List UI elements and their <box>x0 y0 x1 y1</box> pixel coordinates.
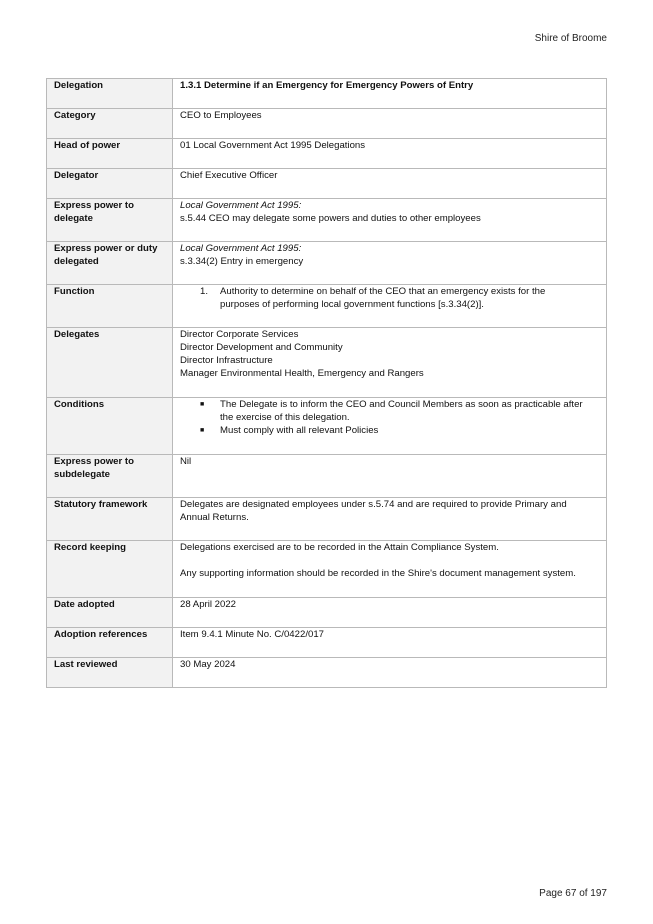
act-section: s.3.34(2) Entry in emergency <box>180 256 304 267</box>
value-function <box>173 285 607 328</box>
row-conditions <box>47 398 607 455</box>
label-conditions: Conditions <box>47 398 173 455</box>
label-record-keeping: Record keeping <box>47 541 173 598</box>
paragraph: Any supporting information should be recorded in the Shire's document management system. <box>180 568 576 579</box>
row-express-power-subdelegate <box>47 455 607 498</box>
label-line: delegated <box>54 256 99 267</box>
row-delegates <box>47 328 607 398</box>
act-section: s.5.44 CEO may delegate some powers and duties to other employees <box>180 213 481 224</box>
value-last-reviewed: 30 May 2024 <box>173 658 607 688</box>
label-date-adopted: Date adopted <box>47 598 173 628</box>
item-text <box>220 285 599 311</box>
label-express-power-delegated <box>47 242 173 285</box>
label-statutory-framework: Statutory framework <box>47 498 173 541</box>
label-line: Express power to <box>54 200 134 211</box>
value-head-of-power: 01 Local Government Act 1995 Delegations <box>173 139 607 169</box>
row-statutory-framework <box>47 498 607 541</box>
delegate-item: Director Infrastructure <box>180 355 273 366</box>
label-delegator: Delegator <box>47 169 173 199</box>
label-last-reviewed: Last reviewed <box>47 658 173 688</box>
value-express-power-to-delegate <box>173 199 607 242</box>
value-delegation: 1.3.1 Determine if an Emergency for Emergency Powers of Entry <box>173 79 607 109</box>
condition-item <box>200 398 599 424</box>
value-delegates <box>173 328 607 398</box>
page-number: Page 67 of 197 <box>539 888 607 899</box>
numbered-item <box>200 285 599 311</box>
item-text-line: purposes of performing local government functions [s.3.34(2)]. <box>220 299 484 310</box>
row-category <box>47 109 607 139</box>
condition-text: Must comply with all relevant Policies <box>220 425 379 436</box>
item-number: 1. <box>200 286 209 297</box>
delegation-table <box>46 78 607 688</box>
value-statutory-framework <box>173 498 607 541</box>
row-delegation <box>47 79 607 109</box>
label-express-power-subdelegate <box>47 455 173 498</box>
label-line: delegate <box>54 213 93 224</box>
value-express-power-subdelegate: Nil <box>173 455 607 498</box>
label-line: subdelegate <box>54 469 110 480</box>
label-head-of-power: Head of power <box>47 139 173 169</box>
label-delegates: Delegates <box>47 328 173 398</box>
row-express-power-to-delegate <box>47 199 607 242</box>
value-delegator: Chief Executive Officer <box>173 169 607 199</box>
paragraph-gap <box>180 554 599 567</box>
condition-text-line: The Delegate is to inform the CEO and Council Members as soon as practicable after <box>220 399 583 410</box>
square-bullet-icon: ■ <box>200 401 205 408</box>
condition-text <box>220 398 599 424</box>
condition-text-line: the exercise of this delegation. <box>220 412 350 423</box>
value-category: CEO to Employees <box>173 109 607 139</box>
row-adoption-references <box>47 628 607 658</box>
document-header-organisation: Shire of Broome <box>534 33 607 44</box>
row-delegator <box>47 169 607 199</box>
value-express-power-delegated <box>173 242 607 285</box>
value-record-keeping <box>173 541 607 598</box>
row-record-keeping <box>47 541 607 598</box>
label-delegation: Delegation <box>47 79 173 109</box>
row-function <box>47 285 607 328</box>
row-express-power-delegated <box>47 242 607 285</box>
square-bullet-icon: ■ <box>200 427 205 434</box>
text-line: Annual Returns. <box>180 512 249 523</box>
row-head-of-power <box>47 139 607 169</box>
label-adoption-references: Adoption references <box>47 628 173 658</box>
label-line: Express power to <box>54 456 134 467</box>
act-name: Local Government Act 1995: <box>180 200 302 211</box>
row-last-reviewed <box>47 658 607 688</box>
delegate-item: Manager Environmental Health, Emergency and Rangers <box>180 368 424 379</box>
value-adoption-references: Item 9.4.1 Minute No. C/0422/017 <box>173 628 607 658</box>
delegate-item: Director Development and Community <box>180 342 343 353</box>
value-date-adopted: 28 April 2022 <box>173 598 607 628</box>
delegate-item: Director Corporate Services <box>180 329 299 340</box>
condition-item <box>200 424 599 437</box>
label-line: Express power or duty <box>54 243 158 254</box>
conditions-list <box>180 398 599 437</box>
row-date-adopted <box>47 598 607 628</box>
label-function: Function <box>47 285 173 328</box>
label-category: Category <box>47 109 173 139</box>
value-conditions <box>173 398 607 455</box>
label-express-power-to-delegate <box>47 199 173 242</box>
paragraph: Delegations exercised are to be recorded in the Attain Compliance System. <box>180 542 499 553</box>
item-text-line: Authority to determine on behalf of the CEO that an emergency exists for the <box>220 286 546 297</box>
text-line: Delegates are designated employees under s.5.74 and are required to provide Primary and <box>180 499 567 510</box>
act-name: Local Government Act 1995: <box>180 243 302 254</box>
